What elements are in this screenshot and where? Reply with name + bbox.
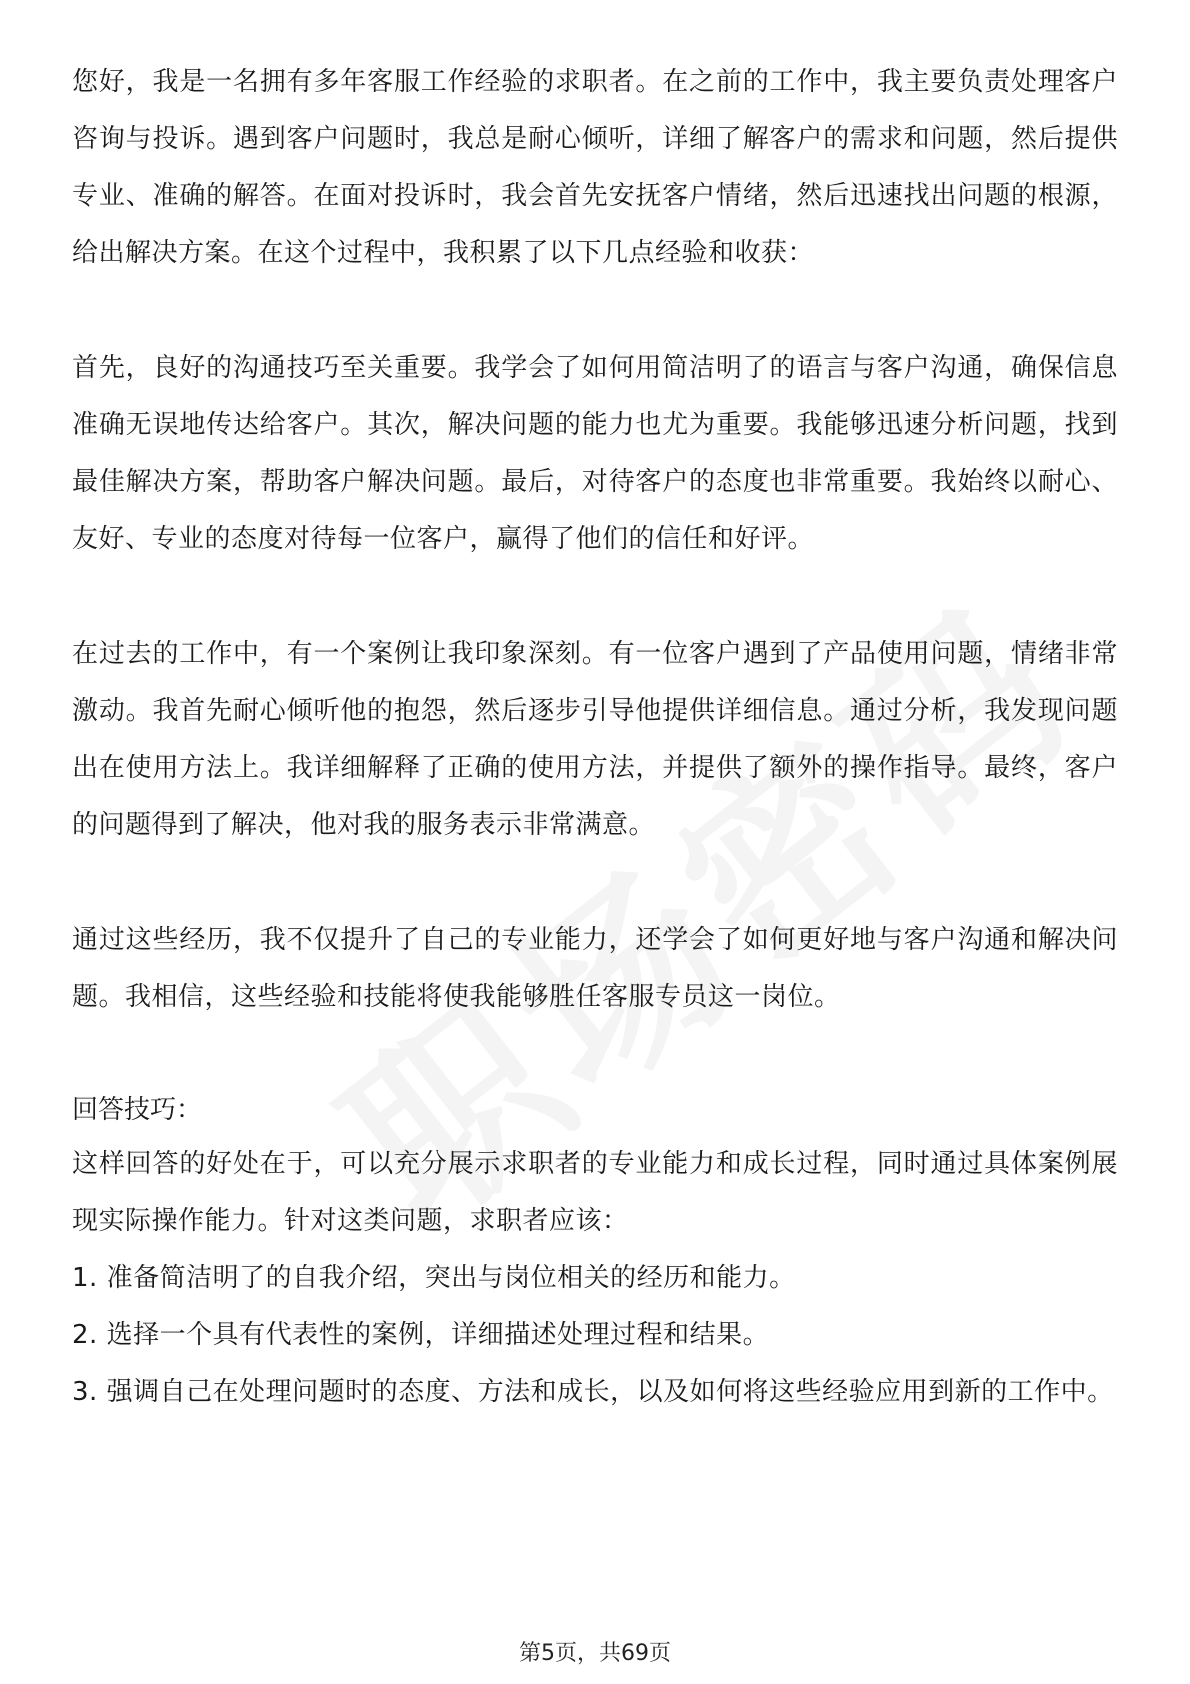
tips-item: 2. 选择一个具有代表性的案例，详细描述处理过程和结果。 <box>72 1320 770 1350</box>
paragraph-gap <box>72 1026 1118 1084</box>
paragraph-gap <box>72 282 1118 340</box>
page-number: 第5页，共69页 <box>519 1641 671 1666</box>
document-body <box>72 54 1118 1421</box>
tips-title: 回答技巧： <box>72 1095 203 1125</box>
tips-intro: 这样回答的好处在于，可以充分展示求职者的专业能力和成长过程，同时通过具体案例展现实际操作能力。针对这类问题，求职者应该： <box>72 1149 1118 1236</box>
paragraph-case: 在过去的工作中，有一个案例让我印象深刻。有一位客户遇到了产品使用问题，情绪非常激动。我首先耐心倾听他的抱怨，然后逐步引导他提供详细信息。通过分析，我发现问题出在使用方法上。我详细解释了正确的使用方法，并提供了额外的操作指导。最终，客户的问题得到了解决，他对我的服务表示非常满意。 <box>72 639 1118 840</box>
paragraph-intro: 您好，我是一名拥有多年客服工作经验的求职者。在之前的工作中，我主要负责处理客户咨询与投诉。遇到客户问题时，我总是耐心倾听，详细了解客户的需求和问题，然后提供专业、准确的解答。在面对投诉时，我会首先安抚客户情绪，然后迅速找出问题的根源，给出解决方案。在这个过程中，我积累了以下几点经验和收获： <box>72 67 1118 268</box>
paragraph-conclusion: 通过这些经历，我不仅提升了自己的专业能力，还学会了如何更好地与客户沟通和解决问题。我相信，这些经验和技能将使我能够胜任客服专员这一岗位。 <box>72 925 1118 1012</box>
paragraph-skills: 首先，良好的沟通技巧至关重要。我学会了如何用简洁明了的语言与客户沟通，确保信息准确无误地传达给客户。其次，解决问题的能力也尤为重要。我能够迅速分析问题，找到最佳解决方案，帮助客户解决问题。最后，对待客户的态度也非常重要。我始终以耐心、友好、专业的态度对待每一位客户，赢得了他们的信任和好评。 <box>72 353 1118 554</box>
paragraph-gap <box>72 568 1118 626</box>
tips-item: 3. 强调自己在处理问题时的态度、方法和成长，以及如何将这些经验应用到新的工作中。 <box>72 1377 1114 1407</box>
tips-item: 1. 准备简洁明了的自我介绍，突出与岗位相关的经历和能力。 <box>72 1263 796 1293</box>
tips-section <box>72 1084 1118 1421</box>
paragraph-gap <box>72 854 1118 912</box>
